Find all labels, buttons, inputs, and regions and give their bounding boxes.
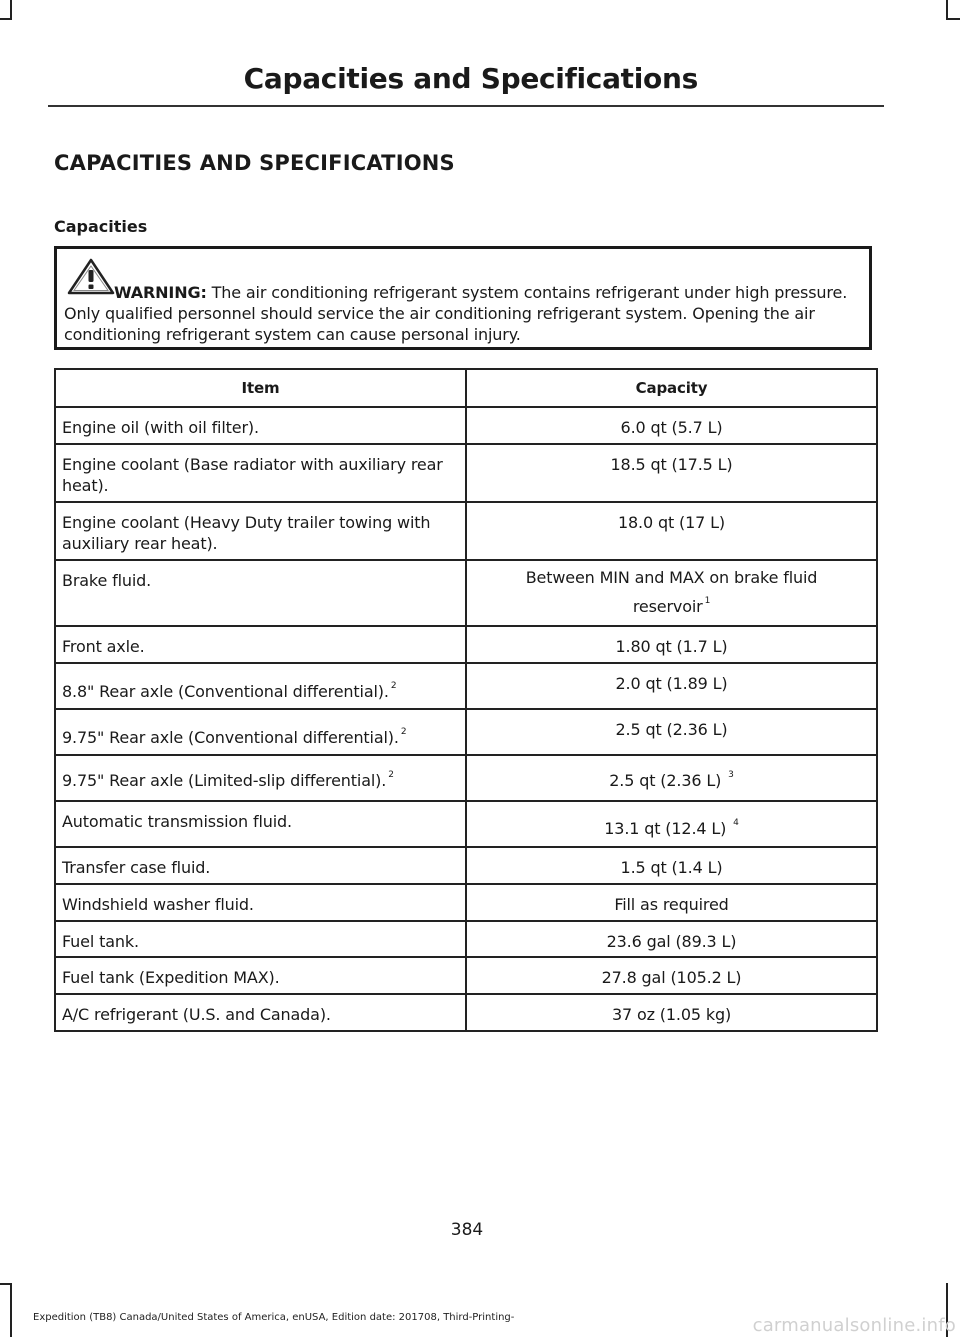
footnote-marker: 4 xyxy=(733,818,739,828)
capacity-text: Between MIN and MAX on brake fluid reservoir xyxy=(525,568,818,616)
warning-box xyxy=(54,246,872,350)
table-row xyxy=(55,957,877,994)
item-text: Transfer case fluid. xyxy=(62,858,211,877)
capacity-text: 1.5 qt (1.4 L) xyxy=(620,858,723,877)
warning-message xyxy=(64,282,864,345)
capacity-text: 37 oz (1.05 kg) xyxy=(611,1005,732,1024)
crop-mark-bottom-left-v xyxy=(10,1283,12,1337)
warning-body: The air conditioning refrigerant system contains refrigerant under high pressure. Only qualified personnel should service the air conditioning refrigerant system. Opening the air conditioning refrigerant system can cause personal injury. xyxy=(64,283,848,344)
header-divider xyxy=(48,105,884,107)
item-cell xyxy=(55,884,466,921)
capacity-text: 2.0 qt (1.89 L) xyxy=(615,674,728,693)
capacity-text: 27.8 gal (105.2 L) xyxy=(601,968,742,987)
footnote-marker: 2 xyxy=(390,681,397,691)
capacity-cell xyxy=(466,884,877,921)
crop-mark-top-right-h xyxy=(946,18,960,20)
capacity-cell xyxy=(466,560,877,626)
item-cell xyxy=(55,801,466,847)
capacity-cell xyxy=(466,994,877,1031)
item-text: 9.75" Rear axle (Conventional differential). xyxy=(62,728,399,747)
capacity-cell xyxy=(466,407,877,444)
subsection-title: Capacities xyxy=(54,217,148,236)
table-row xyxy=(55,560,877,626)
footnote-marker: 3 xyxy=(728,770,734,780)
item-cell xyxy=(55,663,466,709)
table-row xyxy=(55,407,877,444)
capacity-cell xyxy=(466,755,877,801)
table-row xyxy=(55,663,877,709)
column-header-item: Item xyxy=(55,369,466,407)
footnote-marker: 1 xyxy=(704,596,711,606)
item-cell xyxy=(55,994,466,1031)
capacity-cell xyxy=(466,663,877,709)
crop-mark-bottom-left-h xyxy=(0,1283,12,1285)
item-cell xyxy=(55,709,466,755)
item-text: A/C refrigerant (U.S. and Canada). xyxy=(62,1005,331,1024)
capacity-text: 18.5 qt (17.5 L) xyxy=(610,455,733,474)
item-cell xyxy=(55,407,466,444)
capacity-cell xyxy=(466,921,877,957)
page-header-title: Capacities and Specifications xyxy=(243,62,698,95)
table-row xyxy=(55,921,877,957)
table-row xyxy=(55,709,877,755)
table-row xyxy=(55,994,877,1031)
item-text: Brake fluid. xyxy=(62,571,152,590)
item-cell xyxy=(55,957,466,994)
item-cell xyxy=(55,847,466,884)
table-header-row xyxy=(55,369,877,407)
table-row xyxy=(55,755,877,801)
item-cell xyxy=(55,755,466,801)
watermark: carmanualsonline.info xyxy=(752,1315,956,1336)
section-title: CAPACITIES AND SPECIFICATIONS xyxy=(54,151,455,175)
capacities-table xyxy=(54,368,878,1032)
crop-mark-top-right-v xyxy=(946,0,948,20)
page-number: 384 xyxy=(450,1220,484,1240)
item-text: Engine oil (with oil filter). xyxy=(62,418,259,437)
column-header-capacity: Capacity xyxy=(466,369,877,407)
table-row xyxy=(55,884,877,921)
item-text: Fuel tank (Expedition MAX). xyxy=(62,968,280,987)
table-row xyxy=(55,502,877,560)
item-cell xyxy=(55,444,466,502)
capacity-cell xyxy=(466,847,877,884)
item-text: 9.75" Rear axle (Limited-slip differential). xyxy=(62,771,387,790)
capacity-cell xyxy=(466,801,877,847)
capacity-text: Fill as required xyxy=(614,895,729,914)
table-row xyxy=(55,444,877,502)
table-row xyxy=(55,801,877,847)
capacity-cell xyxy=(466,957,877,994)
table-row xyxy=(55,626,877,663)
table-row xyxy=(55,847,877,884)
capacity-text: 18.0 qt (17 L) xyxy=(618,513,725,532)
edition-footer: Expedition (TB8) Canada/United States of America, enUSA, Edition date: 201708, Third-Printing- xyxy=(33,1312,515,1323)
crop-mark-top-left-h xyxy=(0,18,12,20)
footnote-marker: 2 xyxy=(400,727,407,737)
crop-mark-top-left-v xyxy=(10,0,12,20)
item-text: Engine coolant (Heavy Duty trailer towing with auxiliary rear heat). xyxy=(62,513,431,553)
item-text: Engine coolant (Base radiator with auxiliary rear heat). xyxy=(62,455,443,495)
footnote-marker: 2 xyxy=(388,770,394,780)
item-text: Windshield washer fluid. xyxy=(62,895,254,914)
capacity-text: 6.0 qt (5.7 L) xyxy=(620,418,723,437)
item-text: Front axle. xyxy=(62,637,145,656)
item-text: 8.8" Rear axle (Conventional differential). xyxy=(62,682,389,701)
capacity-cell xyxy=(466,709,877,755)
warning-label: WARNING: xyxy=(114,283,207,302)
item-cell xyxy=(55,626,466,663)
capacity-text: 1.80 qt (1.7 L) xyxy=(615,637,728,656)
item-cell xyxy=(55,560,466,626)
capacity-text: 2.5 qt (2.36 L) xyxy=(615,720,728,739)
capacity-cell xyxy=(466,502,877,560)
item-text: Fuel tank. xyxy=(62,932,139,951)
capacity-text: 2.5 qt (2.36 L) xyxy=(609,771,722,790)
capacity-cell xyxy=(466,444,877,502)
item-cell xyxy=(55,502,466,560)
item-cell xyxy=(55,921,466,957)
capacity-text: 13.1 qt (12.4 L) xyxy=(604,819,727,838)
capacity-cell xyxy=(466,626,877,663)
item-text: Automatic transmission fluid. xyxy=(62,812,292,831)
capacity-text: 23.6 gal (89.3 L) xyxy=(606,932,737,951)
